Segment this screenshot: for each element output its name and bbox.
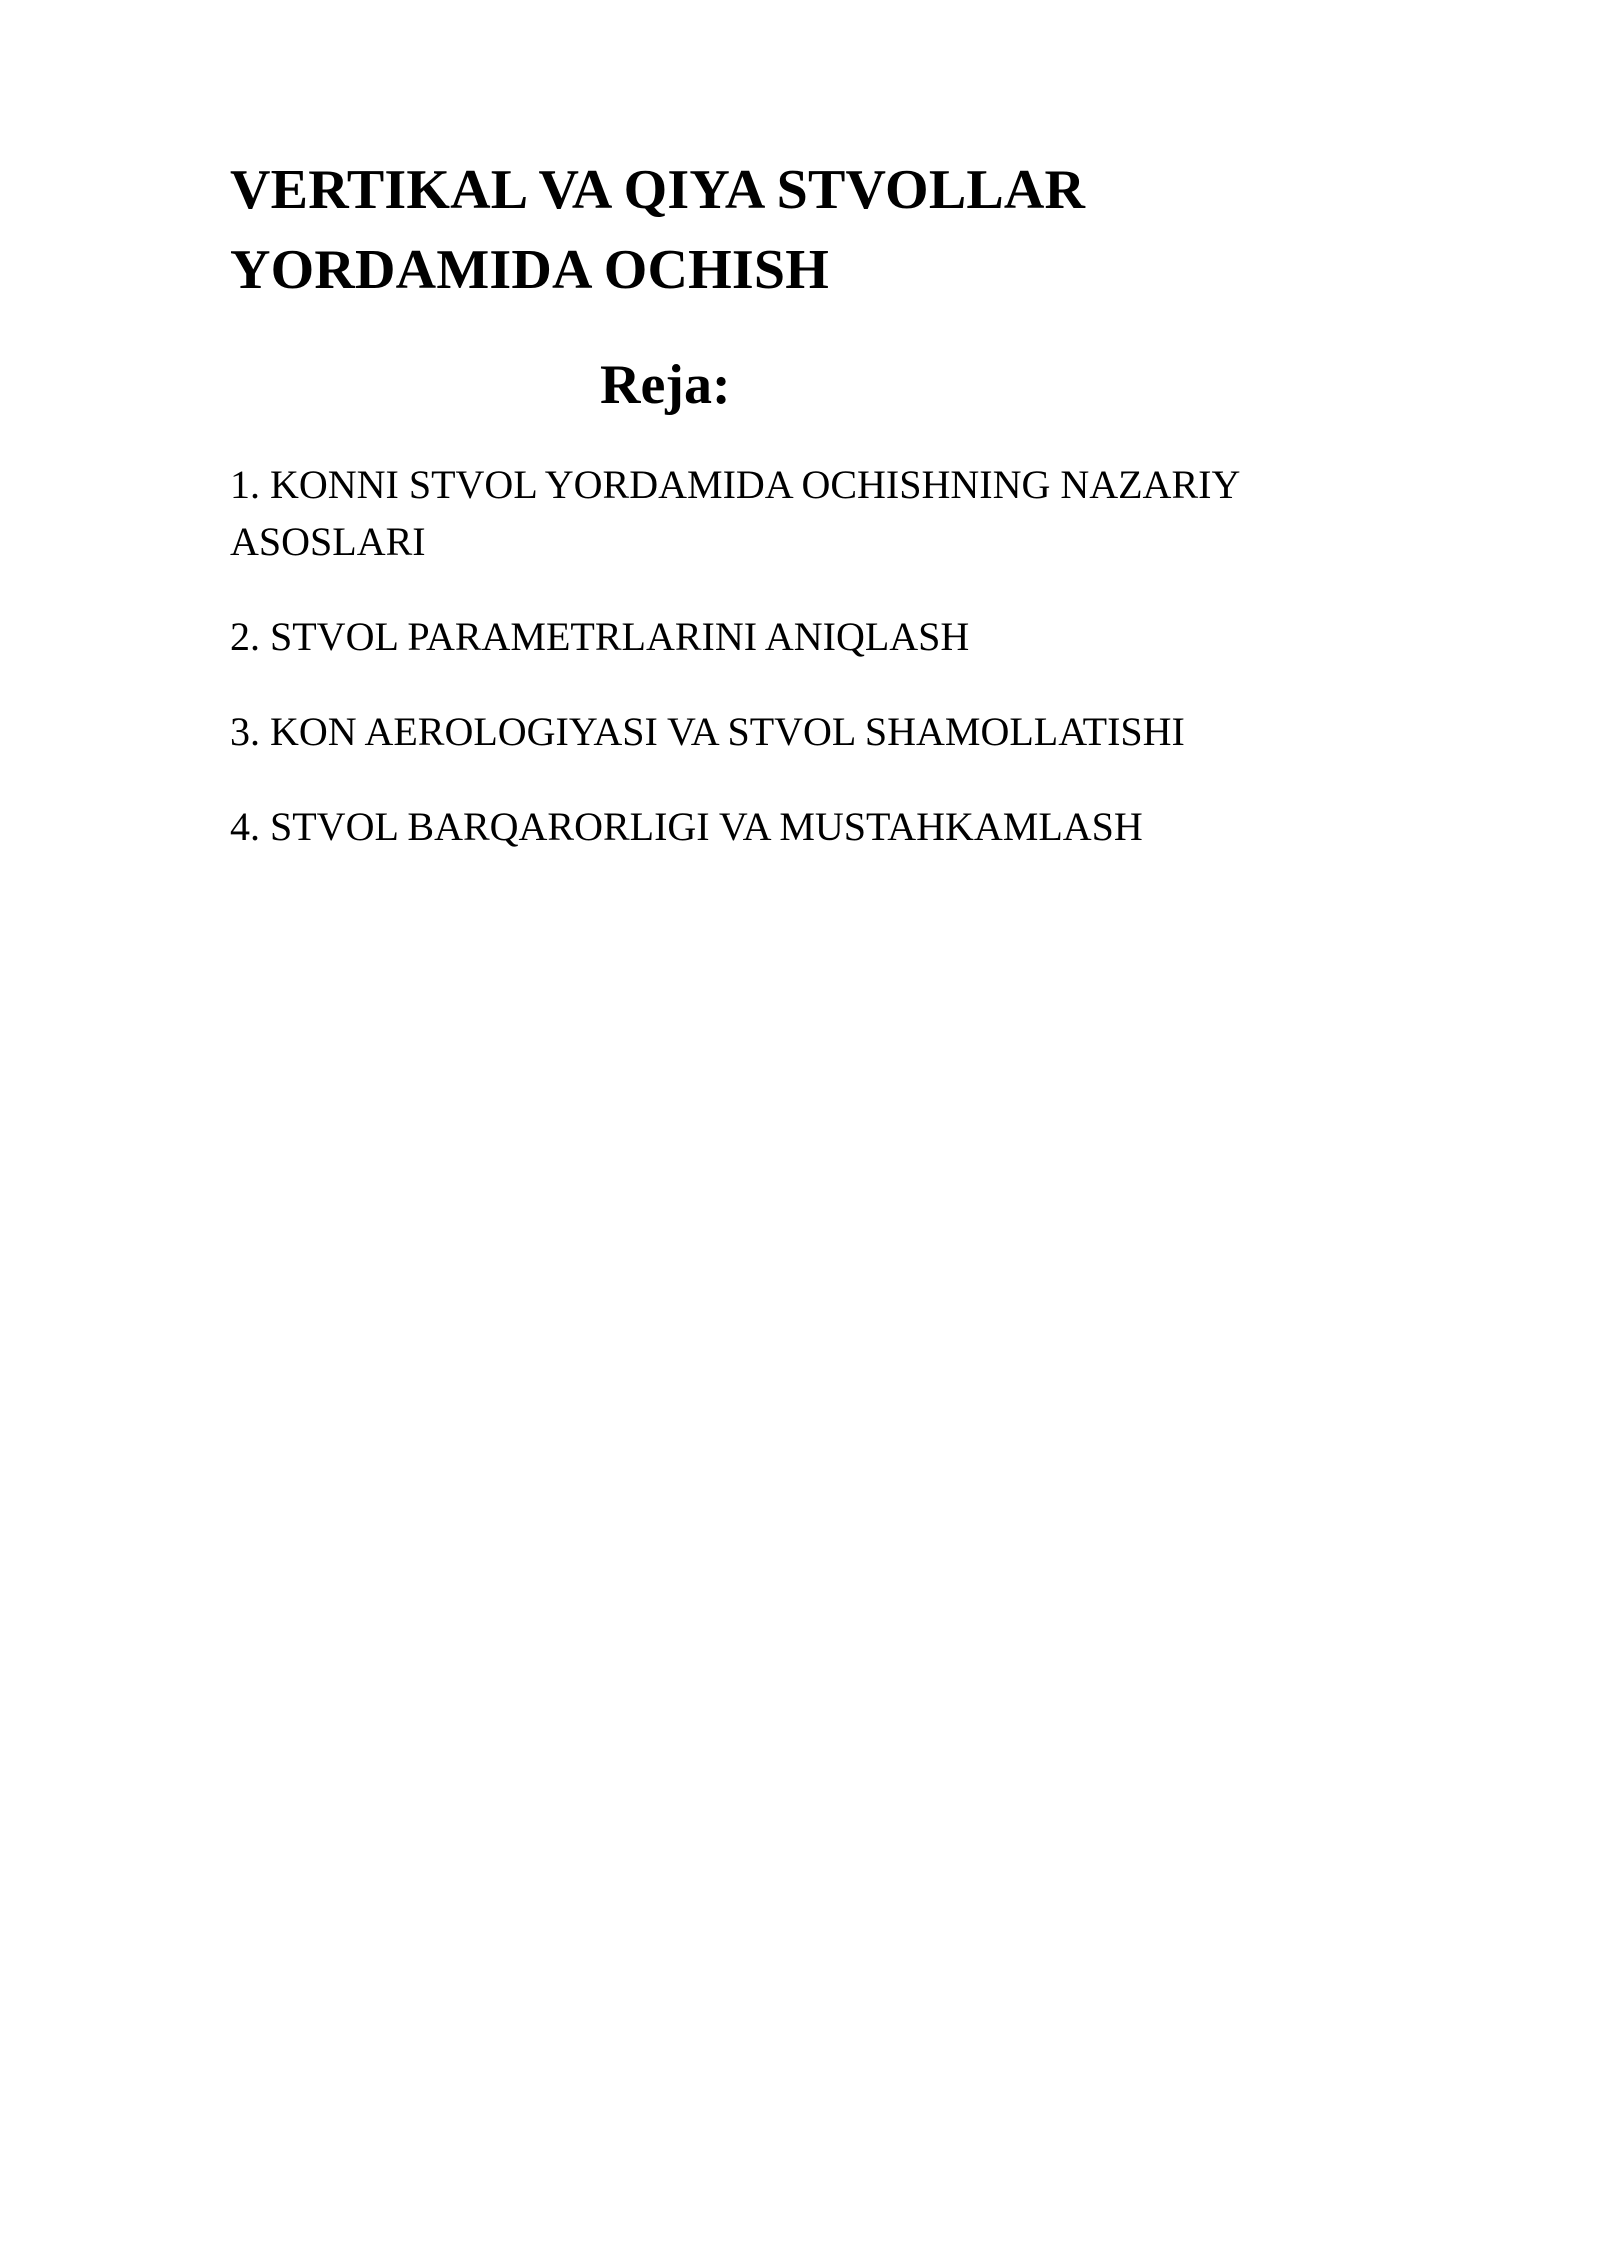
plan-item-1: 1. KONNI STVOL YORDAMIDA OCHISHNING NAZARIY ASOSLARI [230, 462, 1239, 564]
plan-item-3: 3. KON AEROLOGIYASI VA STVOL SHAMOLLATISHI [230, 709, 1185, 754]
page-content [230, 150, 1380, 893]
plan-item-2: 2. STVOL PARAMETRLARINI ANIQLASH [230, 614, 970, 659]
plan-item-4: 4. STVOL BARQARORLIGI VA MUSTAHKAMLASH [230, 804, 1143, 849]
document-title: VERTIKAL VA QIYA STVOLLAR YORDAMIDA OCHISH [230, 159, 1086, 301]
plan-heading: Reja: [600, 354, 731, 416]
plan-list [230, 456, 1380, 855]
